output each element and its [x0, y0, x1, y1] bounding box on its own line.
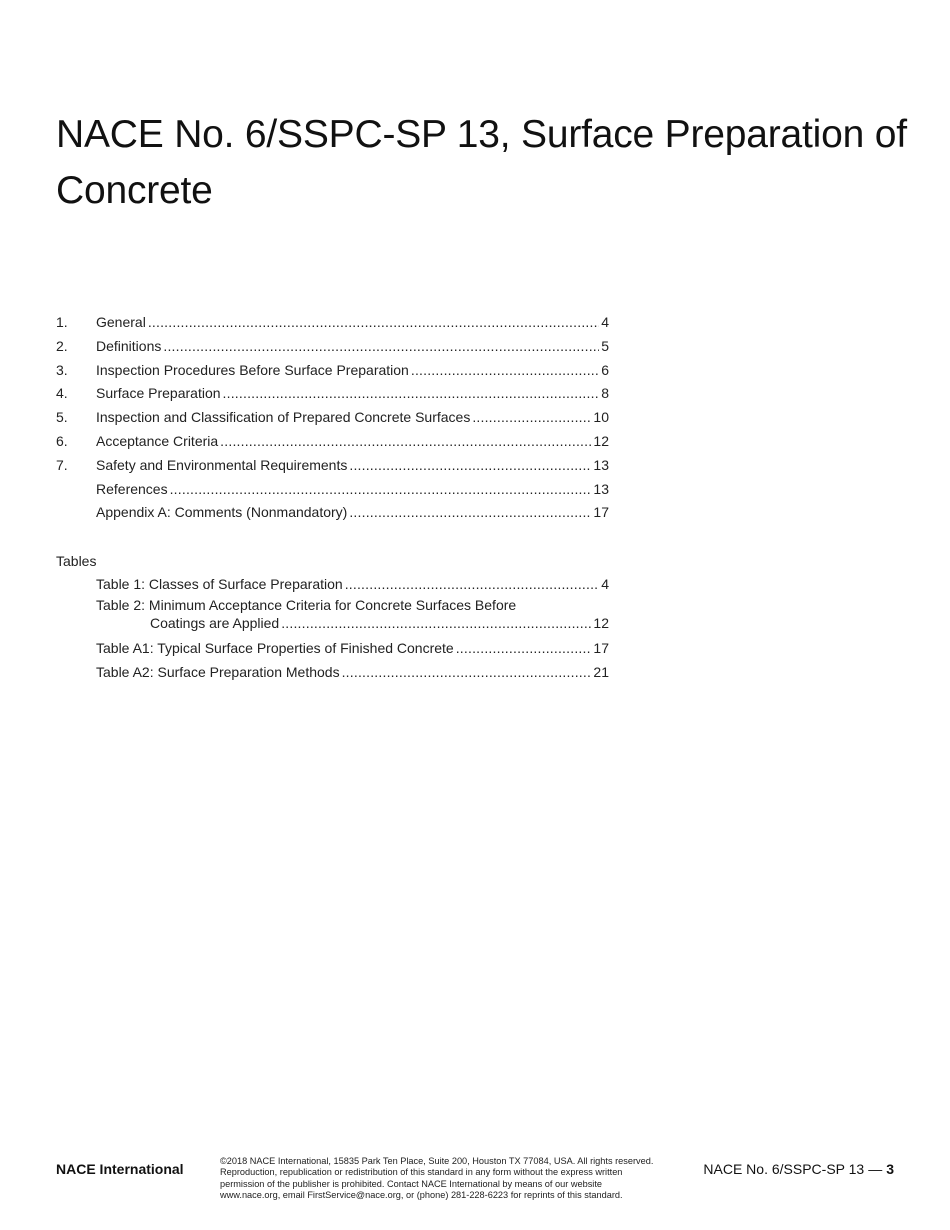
toc-number: 5. — [56, 409, 68, 426]
table-list-entry[interactable] — [56, 597, 609, 637]
toc-number: 4. — [56, 385, 68, 402]
toc-number: 6. — [56, 432, 68, 449]
toc-number: 3. — [56, 361, 68, 378]
toc-entry[interactable] — [56, 382, 609, 406]
toc-entry[interactable] — [56, 335, 609, 359]
footer-copyright: ©2018 NACE International, 15835 Park Ten Place, Suite 200, Houston TX 77084, USA. All rights reserved. Reproduction, republication or redistribution of this standard in any form without the express written permission of the publisher is prohibited. Contact NACE International by means of our website www.nace.org, email FirstService@nace.org, or (phone) 281-228-6223 for reprints of this standard. — [220, 1156, 654, 1200]
page-title: NACE No. 6/SSPC-SP 13, Surface Preparation of Concrete — [56, 113, 907, 212]
table-list-entry[interactable] — [56, 573, 609, 597]
toc-page-number: 5 — [601, 337, 609, 354]
toc-label: Definitions — [96, 337, 162, 354]
toc-label: Acceptance Criteria — [96, 432, 219, 449]
toc-label: Safety and Environmental Requirements — [96, 456, 348, 473]
toc-label: References — [96, 480, 168, 497]
table-list-label: Table 1: Classes of Surface Preparation — [96, 576, 343, 593]
toc-page-number: 13 — [593, 480, 609, 497]
dot-leader — [220, 430, 591, 454]
page-footer — [56, 1156, 894, 1206]
table-list-page-number: 4 — [601, 576, 609, 593]
toc-page-number: 10 — [593, 409, 609, 426]
table-list-entry[interactable] — [56, 637, 609, 661]
footer-doc-ref: NACE No. 6/SSPC-SP 13 — [703, 1161, 865, 1177]
toc-entry[interactable] — [56, 311, 609, 335]
dot-leader — [170, 478, 592, 502]
dot-leader — [163, 335, 599, 359]
dot-leader — [456, 637, 592, 661]
footer-page-reference — [703, 1161, 894, 1177]
dot-leader — [411, 359, 599, 383]
indent — [56, 597, 96, 614]
table-list-label: Table A1: Typical Surface Properties of Finished Concrete — [96, 639, 454, 656]
dot-leader — [349, 501, 591, 525]
toc-label: Surface Preparation — [96, 385, 221, 402]
toc-page-number: 12 — [593, 432, 609, 449]
dot-leader — [342, 661, 592, 685]
toc-page-number: 6 — [601, 361, 609, 378]
tables-heading: Tables — [56, 553, 97, 570]
toc-number: 2. — [56, 337, 68, 354]
table-list-label: Table 2: Minimum Acceptance Criteria for Concrete Surfaces Before — [96, 596, 517, 613]
footer-dash: — — [868, 1161, 883, 1177]
toc-number: 1. — [56, 314, 68, 330]
toc-page-number: 4 — [601, 314, 609, 330]
toc-label: Inspection Procedures Before Surface Preparation — [96, 361, 409, 378]
toc-entry[interactable] — [56, 430, 609, 454]
toc-entry[interactable] — [56, 454, 609, 478]
table-list-label-continued: Coatings are Applied — [150, 614, 280, 631]
dot-leader — [223, 382, 600, 406]
section-spacer — [56, 525, 609, 549]
toc-label: Inspection and Classification of Prepared Concrete Surfaces — [96, 409, 471, 426]
toc-page-number: 8 — [601, 385, 609, 402]
footer-organization: NACE International — [56, 1161, 184, 1177]
table-list-label: Table A2: Surface Preparation Methods — [96, 663, 340, 680]
table-of-contents — [56, 311, 609, 685]
toc-page-number: 17 — [593, 504, 609, 521]
toc-entry[interactable] — [56, 359, 609, 383]
dot-leader — [281, 614, 591, 632]
toc-entry[interactable] — [56, 478, 609, 502]
dot-leader — [345, 573, 600, 597]
table-list-page-number: 21 — [593, 663, 609, 680]
table-list-entry[interactable] — [56, 661, 609, 685]
toc-entry[interactable] — [56, 501, 609, 525]
dot-leader — [472, 406, 591, 430]
toc-entry[interactable] — [56, 406, 609, 430]
toc-label: General — [96, 314, 146, 330]
dot-leader — [148, 311, 599, 335]
table-list-page-number: 17 — [593, 639, 609, 656]
toc-number: 7. — [56, 456, 68, 473]
toc-label: Appendix A: Comments (Nonmandatory) — [96, 504, 348, 521]
table-list-page-number: 12 — [593, 614, 609, 631]
page-number: 3 — [886, 1161, 894, 1177]
toc-page-number: 13 — [593, 456, 609, 473]
dot-leader — [349, 454, 591, 478]
